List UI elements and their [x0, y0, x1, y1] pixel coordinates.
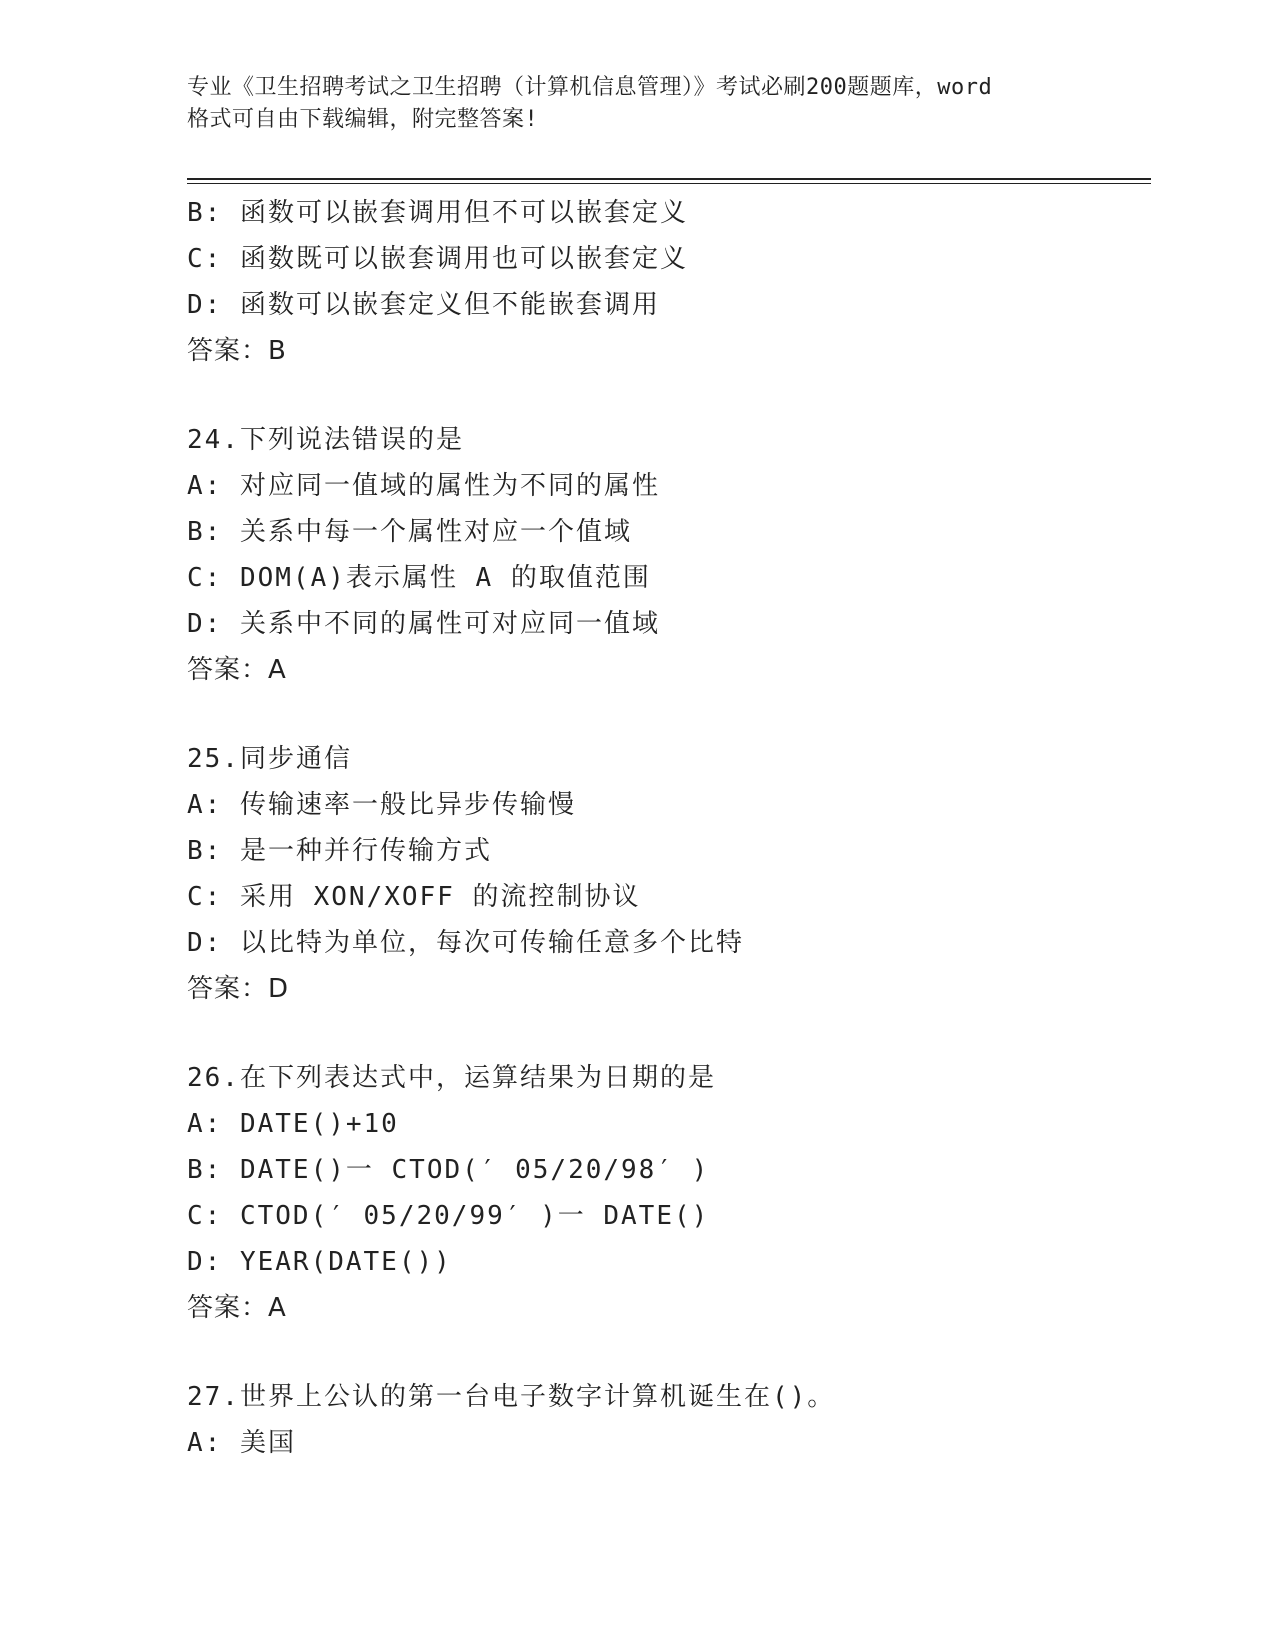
option-d: D: 以比特为单位，每次可传输任意多个比特 [187, 928, 744, 958]
option-c: C: 函数既可以嵌套调用也可以嵌套定义 [187, 244, 688, 274]
answer-line: 答案：D [187, 974, 290, 1004]
document-header [187, 72, 1087, 136]
option-a: A: 对应同一值域的属性为不同的属性 [187, 471, 660, 501]
option-d: D: YEAR(DATE()) [187, 1247, 452, 1277]
question-partial [187, 190, 1147, 374]
option-c: C: CTOD(′ 05/20/99′ )一 DATE() [187, 1201, 710, 1231]
question-26 [187, 1055, 1147, 1331]
question-25 [187, 736, 1147, 1012]
option-a: A: 美国 [187, 1428, 296, 1458]
option-a: A: 传输速率一般比异步传输慢 [187, 790, 576, 820]
option-b: B: 函数可以嵌套调用但不可以嵌套定义 [187, 198, 688, 228]
question-stem: 24.下列说法错误的是 [187, 425, 464, 455]
option-c: C: 采用 XON/XOFF 的流控制协议 [187, 882, 641, 912]
header-title-line-1: 专业《卫生招聘考试之卫生招聘（计算机信息管理）》考试必刷200题题库，word [187, 75, 993, 100]
question-stem: 25.同步通信 [187, 744, 352, 774]
option-b: B: DATE()一 CTOD(′ 05/20/98′ ) [187, 1155, 710, 1185]
option-d: D: 关系中不同的属性可对应同一值域 [187, 609, 660, 639]
header-title-line-2: 格式可自由下载编辑，附完整答案! [187, 107, 539, 132]
answer-line: 答案：A [187, 1293, 287, 1323]
question-stem: 26.在下列表达式中，运算结果为日期的是 [187, 1063, 716, 1093]
answer-line: 答案：A [187, 655, 287, 685]
question-list [187, 190, 1147, 1466]
answer-line: 答案：B [187, 336, 287, 366]
option-a: A: DATE()+10 [187, 1109, 399, 1139]
header-rule-thick [187, 178, 1151, 180]
option-b: B: 关系中每一个属性对应一个值域 [187, 517, 632, 547]
question-24 [187, 417, 1147, 693]
option-b: B: 是一种并行传输方式 [187, 836, 492, 866]
question-27 [187, 1374, 1147, 1466]
header-rule-thin [187, 183, 1151, 184]
option-c: C: DOM(A)表示属性 A 的取值范围 [187, 563, 651, 593]
question-stem: 27.世界上公认的第一台电子数字计算机诞生在()。 [187, 1382, 836, 1412]
option-d: D: 函数可以嵌套定义但不能嵌套调用 [187, 290, 660, 320]
